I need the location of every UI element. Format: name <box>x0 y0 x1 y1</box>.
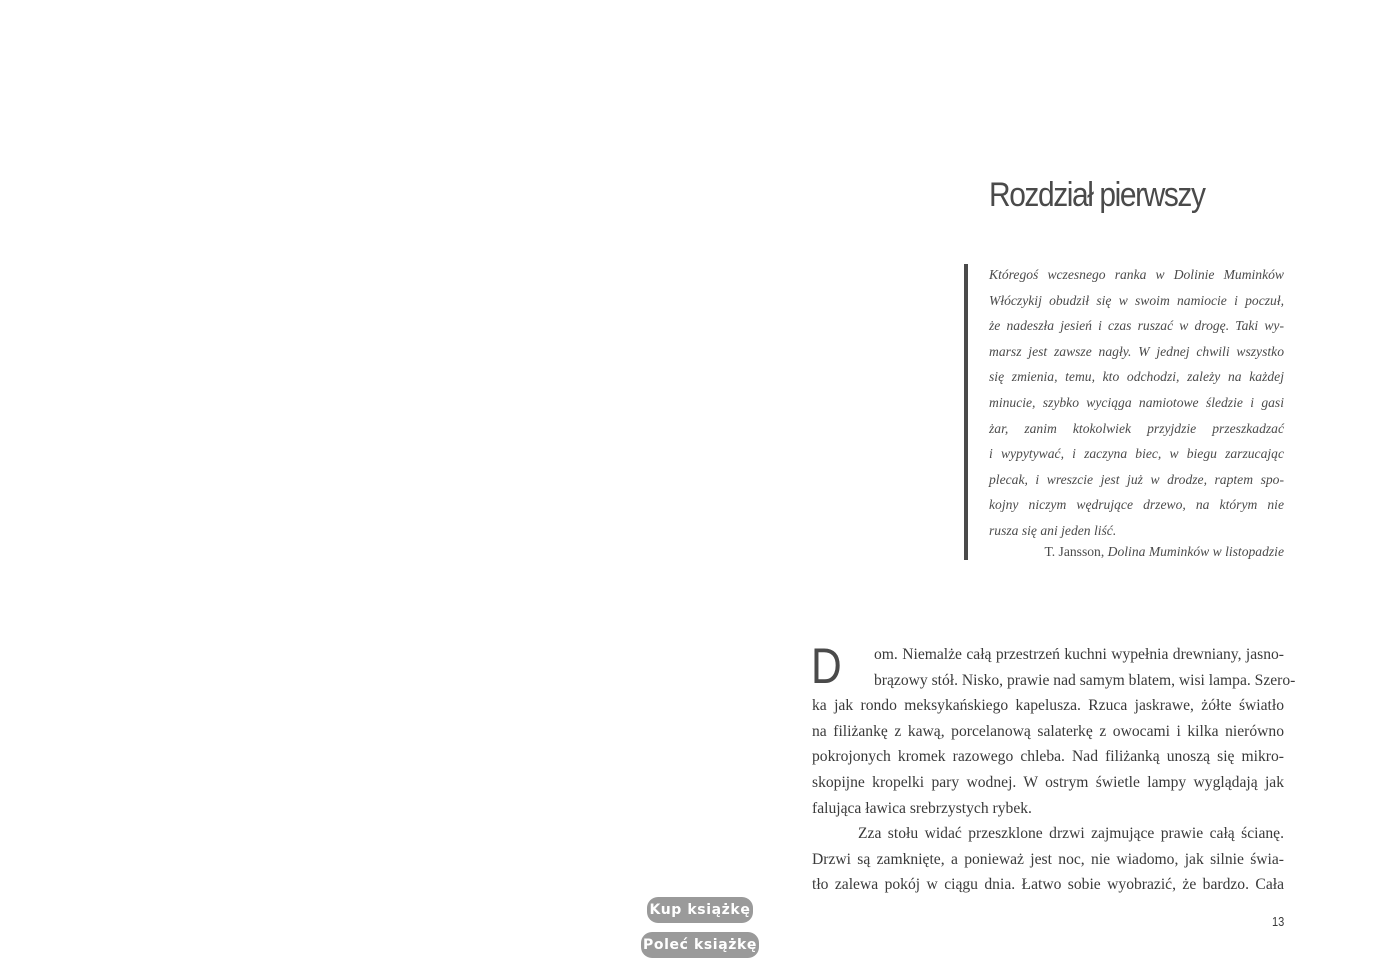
epigraph-line: że nadeszła jesień i czas ruszać w drogę. Taki wy- <box>989 318 1284 334</box>
epigraph-line: plecak, i wreszcie jest już w drodze, raptem spo- <box>989 471 1284 487</box>
body-line: skopijne kropelki pary wodnej. W ostrym świetle lampy wyglądają jak <box>812 773 1284 791</box>
page-number: 13 <box>1272 914 1285 929</box>
epigraph-line: rusza się ani jeden liść. <box>989 522 1117 538</box>
epigraph-work-title: Dolina Muminków w listopadzie <box>1107 544 1284 559</box>
body-line: brązowy stół. Nisko, prawie nad samym blatem, wisi lampa. Szero- <box>874 671 1296 689</box>
body-line: tło zalewa pokój w ciągu dnia. Łatwo sobie wyobrazić, że bardzo. Cała <box>812 876 1284 894</box>
epigraph-line: Któregoś wczesnego ranka w Dolinie Muminków <box>989 267 1284 282</box>
epigraph-attribution <box>989 542 1284 562</box>
body-line: pokrojonych kromek razowego chleba. Nad filiżanką unoszą się mikro- <box>812 748 1284 766</box>
drop-cap: D <box>811 638 842 694</box>
body-line: na filiżankę z kawą, porcelanową salaterkę z owocami i kilka nierówno <box>812 722 1284 740</box>
body-line: om. Niemalże całą przestrzeń kuchni wypełnia drewniany, jasno- <box>874 646 1284 663</box>
epigraph-line: kojny niczym wędrujące drzewo, na którym nie <box>989 497 1284 513</box>
body-line: ka jak rondo meksykańskiego kapelusza. Rzuca jaskrawe, żółte światło <box>812 697 1284 715</box>
buy-book-button[interactable]: Kup książkę <box>647 897 753 923</box>
body-line: Zza stołu widać przeszklone drzwi zajmujące prawie całą ścianę. <box>858 825 1284 843</box>
body-line: Drzwi są zamknięte, a ponieważ jest noc, nie wiadomo, jak silnie świa- <box>812 850 1284 868</box>
epigraph-quote <box>989 262 1284 544</box>
epigraph-line: marsz jest zawsze nagły. W jednej chwili wszystko <box>989 343 1284 359</box>
epigraph-line: Włóczykij obudził się w swoim namiocie i poczuł, <box>989 292 1284 308</box>
chapter-title: Rozdział pierwszy <box>989 176 1205 214</box>
epigraph-line: żar, zanim ktokolwiek przyjdzie przeszkadzać <box>989 420 1284 436</box>
epigraph-line: minucie, szybko wyciąga namiotowe śledzie i gasi <box>989 394 1284 410</box>
recommend-book-button[interactable]: Poleć książkę <box>641 932 759 958</box>
body-line: falująca ławica srebrzystych rybek. <box>812 799 1032 817</box>
epigraph-author: T. Jansson, <box>1044 544 1105 559</box>
epigraph-line: i wypytywać, i zaczyna biec, w biegu zarzucając <box>989 446 1284 462</box>
body-text <box>811 638 1296 898</box>
epigraph-vertical-rule <box>964 264 968 560</box>
epigraph-line: się zmienia, temu, kto odchodzi, zależy na każdej <box>989 369 1284 385</box>
